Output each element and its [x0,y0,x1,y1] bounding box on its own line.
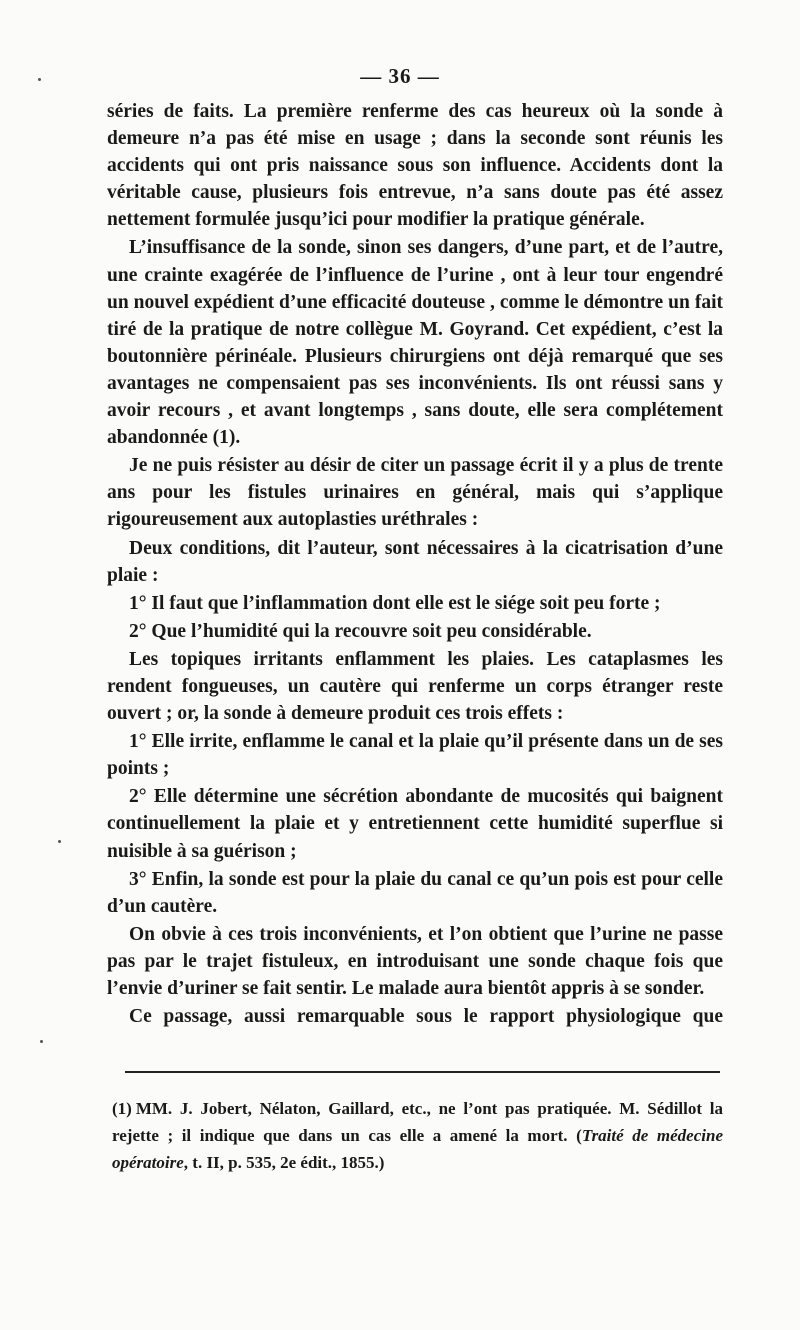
footnote-text-after: , t. II, p. 535, 2e édit., 1855.) [183,1153,385,1172]
paragraph-3: Je ne puis résister au désir de citer un passage écrit il y a plus de trente ans pour les fistules urinaires en général, mais qui s’applique rigoureusement aux autoplasties uréthrales : [107,455,723,531]
paragraph-2: L’insuffisance de la sonde, sinon ses dangers, d’une part, et de l’autre, une crainte exagérée de l’influence de l’urine , ont à leur tour engendré un nouvel expédient d’une efficacité douteuse , comme le démontre un fait tiré de la pratique de notre collègue M. Goyrand. Cet expédient, c’est la boutonnière périnéale. Plusieurs chirurgiens ont déjà remarqué que ses avantages ne compensaient pas ses inconvénients. Ils ont réussi sans y avoir recours , et avant longtemps , sans doute, elle sera complétement abandonnée (1). [107,237,723,449]
paragraph-8: 1° Elle irrite, enflamme le canal et la plaie qu’il présente dans un de ses points ; [107,731,723,780]
body-text [107,98,723,1031]
paragraph-4: Deux conditions, dit l’auteur, sont nécessaires à la cicatrisation d’une plaie : [107,537,723,586]
paragraph-1: séries de faits. La première renferme des cas heureux où la sonde à demeure n’a pas été mise en usage ; dans la seconde sont réunis les accidents qui ont pris naissance sous son influence. Accidents dont la véritable cause, plusieurs fois entrevue, n’a sans doute pas été assez nettement formulée jusqu’ici pour modifier la pratique générale. [107,101,723,231]
footnote-marker: (1) [112,1099,132,1118]
print-speck [38,78,41,81]
paragraph-11: On obvie à ces trois inconvénients, et l’on obtient que l’urine ne passe pas par le trajet fistuleux, en introduisant une sonde chaque fois que l’envie d’uriner se fait sentir. Le malade aura bientôt appris à se sonder. [107,923,723,999]
paragraph-6: 2° Que l’humidité qui la recouvre soit peu considérable. [129,620,592,642]
page-number: — 36 — [360,64,440,88]
footnote-divider [125,1071,720,1073]
paragraph-10: 3° Enfin, la sonde est pour la plaie du canal ce qu’un pois est pour celle d’un cautère. [107,868,723,917]
paragraph-9: 2° Elle détermine une sécrétion abondante de mucosités qui baignent continuellement la plaie et y entretiennent cette humidité superflue si nuisible à sa guérison ; [107,786,723,862]
print-speck [58,840,61,843]
paragraph-7: Les topiques irritants enflamment les plaies. Les cataplasmes les rendent fongueuses, un cautère qui renferme un corps étranger reste ouvert ; or, la sonde à demeure produit ces trois effets : [107,648,723,725]
footnote-italic-title: Traité de médecine opératoire [112,1126,723,1172]
print-speck [40,1040,43,1043]
paragraph-12: Ce passage, aussi remarquable sous le rapport physiologique que [129,1006,723,1028]
footnote-text-before: MM. J. Jobert, Nélaton, Gaillard, etc., ne l’ont pas pratiquée. M. Sédillot la rejette ; il indique que dans un cas elle a amené la mort. ( [112,1099,723,1145]
footnote [112,1095,723,1176]
paragraph-5: 1° Il faut que l’inflammation dont elle est le siége soit peu forte ; [129,592,661,614]
